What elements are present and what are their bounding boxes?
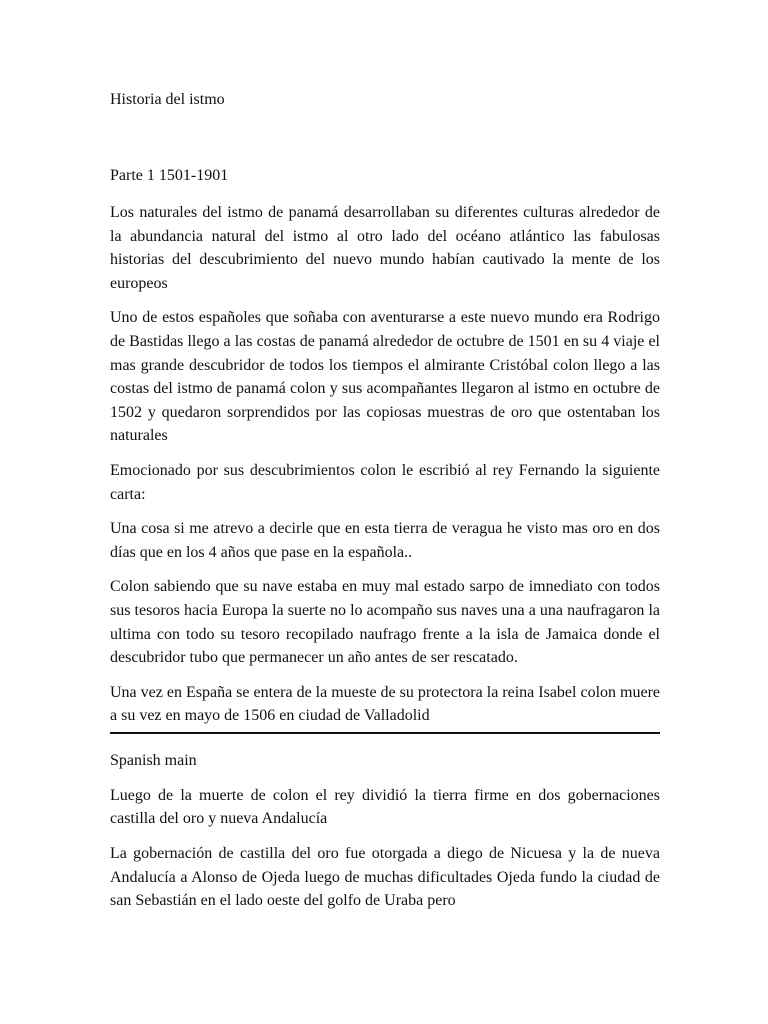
spanish-main-heading: Spanish main (110, 751, 197, 769)
paragraph-naufragio: Colon sabiendo que su nave estaba en muy mal estado sarpo de imnediato con todos sus tesoros hacia Europa la suerte no lo acompaño sus naves una a una naufragaron la ultima con todo su tesoro recopilado naufrago frente a la isla de Jamaica donde el descubridor tubo que permanecer un año antes de ser rescatado. (110, 578, 660, 667)
document-page (110, 88, 660, 913)
paragraph-emocionado: Emocionado por sus descubrimientos colon le escribió al rey Fernando la siguiente carta: (110, 461, 660, 503)
spacer (110, 564, 660, 575)
spacer (110, 670, 660, 681)
spacer (110, 448, 660, 459)
spacer (110, 112, 660, 164)
spacer (110, 831, 660, 842)
paragraph-muerte-colon: Una vez en España se entera de la mueste de su protectora la reina Isabel colon muere a su vez en mayo de 1506 en ciudad de Valladolid (110, 683, 660, 725)
spacer (110, 295, 660, 306)
paragraph-carta: Una cosa si me atrevo a decirle que en esta tierra de veragua he visto mas oro en dos días que en los 4 años que pase en la española.. (110, 520, 660, 561)
paragraph-gobernaciones: Luego de la muerte de colon el rey dividió la tierra firme en dos gobernaciones castilla del oro y nueva Andalucía (110, 786, 660, 828)
paragraph-naturales: Los naturales del istmo de panamá desarrollaban su diferentes culturas alrededor de la abundancia natural del istmo al otro lado del océano atlántico las fabulosas historias del descubrimiento del nuevo mundo habían cautivado la mente de los europeos (110, 204, 660, 292)
document-title: Historia del istmo (110, 91, 225, 108)
spacer (110, 734, 660, 749)
paragraph-nicuesa-ojeda: La gobernación de castilla del oro fue otorgada a diego de Nicuesa y la de nueva Andalucía a Alonso de Ojeda luego de muchas dificultades Ojeda fundo la ciudad de san Sebastián en el lado oeste del golfo de Uraba pero (110, 845, 660, 910)
spacer (110, 188, 660, 201)
paragraph-bastidas: Uno de estos españoles que soñaba con aventurarse a este nuevo mundo era Rodrigo de Bastidas llego a las costas de panamá alrededor de octubre de 1501 en su 4 viaje el mas grande descubridor de todos los tiempos el almirante Cristóbal colon llego a las costas del istmo de panamá colon y sus acompañantes llegaron al istmo en octubre de 1502 y quedaron sorprendidos por las copiosas muestras de oro que ostentaban los naturales (110, 309, 660, 445)
spacer (110, 506, 660, 517)
spacer (110, 773, 660, 784)
part1-heading: Parte 1 1501-1901 (110, 167, 229, 184)
